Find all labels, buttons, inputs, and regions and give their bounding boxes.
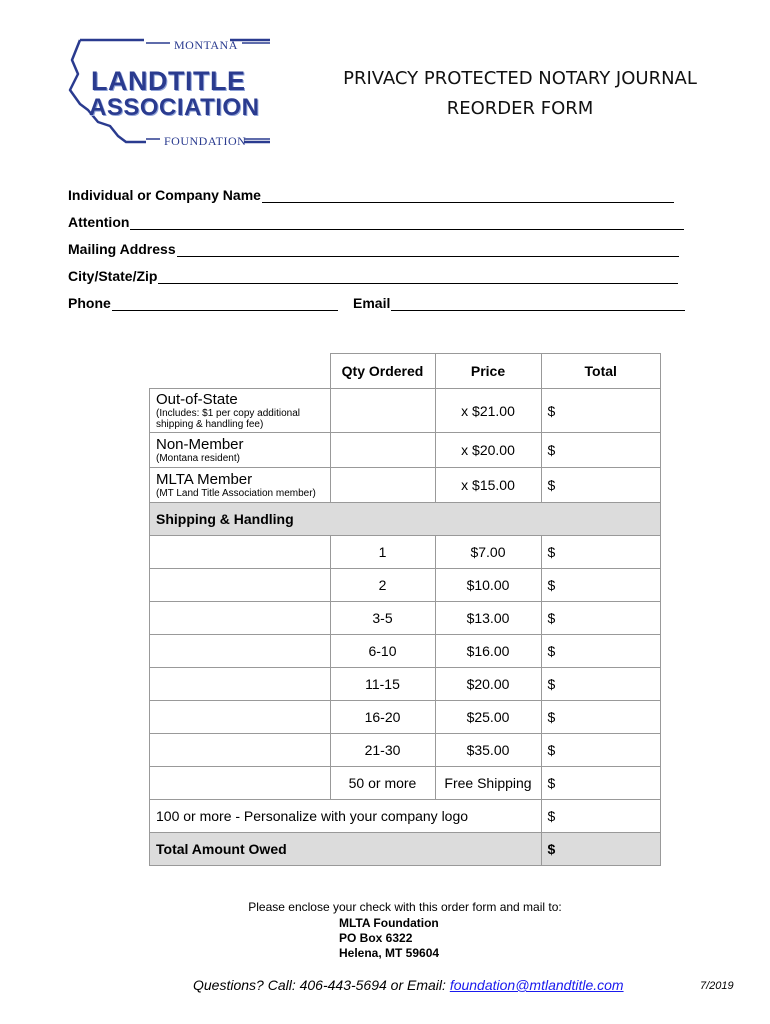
email-line[interactable] xyxy=(391,296,685,311)
shipping-header-row xyxy=(150,503,661,536)
qty-input[interactable] xyxy=(330,389,435,433)
phone-field[interactable] xyxy=(68,295,338,311)
product-row-mlta-member xyxy=(150,468,661,503)
shipping-blank xyxy=(150,734,331,767)
qty-input[interactable] xyxy=(330,468,435,503)
shipping-qty: 21-30 xyxy=(330,734,435,767)
shipping-blank xyxy=(150,536,331,569)
shipping-row xyxy=(150,767,661,800)
email-link[interactable]: foundation@mtlandtitle.com xyxy=(449,977,624,993)
shipping-row xyxy=(150,701,661,734)
shipping-qty: 16-20 xyxy=(330,701,435,734)
total-owed-label: Total Amount Owed xyxy=(150,833,542,866)
header-blank xyxy=(150,354,331,389)
mlta-foundation-logo xyxy=(66,30,276,160)
shipping-qty: 6-10 xyxy=(330,635,435,668)
logo-bottom-text: FOUNDATION xyxy=(164,134,247,148)
shipping-blank xyxy=(150,668,331,701)
form-date: 7/2019 xyxy=(700,980,734,992)
shipping-price: $20.00 xyxy=(435,668,541,701)
shipping-qty: 50 or more xyxy=(330,767,435,800)
header-qty: Qty Ordered xyxy=(330,354,435,389)
shipping-row xyxy=(150,569,661,602)
shipping-row xyxy=(150,536,661,569)
name-line[interactable] xyxy=(262,188,674,203)
price-cell: x $20.00 xyxy=(435,433,541,468)
mailing-label: Mailing Address xyxy=(68,241,176,257)
shipping-qty: 11-15 xyxy=(330,668,435,701)
product-label-cell xyxy=(150,468,331,503)
header-price: Price xyxy=(435,354,541,389)
phone-line[interactable] xyxy=(112,296,338,311)
mail-instructions: Please enclose your check with this order form and mail to: xyxy=(248,900,562,914)
product-sub: (Includes: $1 per copy additional shipping & handling fee) xyxy=(156,407,300,430)
city-state-zip-field[interactable] xyxy=(68,268,678,284)
shipping-total[interactable]: $ xyxy=(541,569,661,602)
total-owed-value[interactable]: $ xyxy=(541,833,661,866)
title-line2: REORDER FORM xyxy=(446,98,594,119)
title-line1: PRIVACY PROTECTED NOTARY JOURNAL xyxy=(343,68,697,89)
shipping-price: $25.00 xyxy=(435,701,541,734)
product-label-cell xyxy=(150,389,331,433)
total-cell[interactable]: $ xyxy=(541,389,661,433)
email-label: Email xyxy=(353,295,391,311)
attention-label: Attention xyxy=(68,214,130,230)
email-field[interactable] xyxy=(353,295,685,311)
address-line-3: Helena, MT 59604 xyxy=(339,946,440,960)
product-label: Non-Member xyxy=(156,435,244,453)
attention-line[interactable] xyxy=(130,215,684,230)
personalize-row xyxy=(150,800,661,833)
logo-line2: ASSOCIATION xyxy=(89,94,260,121)
form-title xyxy=(300,64,740,124)
order-table xyxy=(149,353,661,866)
shipping-total[interactable]: $ xyxy=(541,734,661,767)
shipping-blank xyxy=(150,602,331,635)
city-label: City/State/Zip xyxy=(68,268,158,284)
shipping-qty: 2 xyxy=(330,569,435,602)
shipping-row xyxy=(150,668,661,701)
personalize-label: 100 or more - Personalize with your company logo xyxy=(150,800,542,833)
questions-line xyxy=(193,977,624,993)
product-row-non-member xyxy=(150,433,661,468)
table-header-row xyxy=(150,354,661,389)
shipping-row xyxy=(150,635,661,668)
product-sub: (Montana resident) xyxy=(156,452,240,464)
shipping-price: $13.00 xyxy=(435,602,541,635)
product-label: Out-of-State xyxy=(156,390,238,408)
product-label: MLTA Member xyxy=(156,470,253,488)
logo-top-text: MONTANA xyxy=(174,38,238,52)
personalize-total[interactable]: $ xyxy=(541,800,661,833)
total-cell[interactable]: $ xyxy=(541,468,661,503)
shipping-total[interactable]: $ xyxy=(541,635,661,668)
address-line-1: MLTA Foundation xyxy=(339,916,439,930)
shipping-price: $7.00 xyxy=(435,536,541,569)
address-line-2: PO Box 6322 xyxy=(339,931,413,945)
shipping-blank xyxy=(150,569,331,602)
shipping-row xyxy=(150,602,661,635)
logo-line1: LANDTITLE xyxy=(91,66,246,96)
total-cell[interactable]: $ xyxy=(541,433,661,468)
mailing-address-block xyxy=(339,916,439,961)
total-owed-row xyxy=(150,833,661,866)
product-sub: (MT Land Title Association member) xyxy=(156,487,316,499)
shipping-blank xyxy=(150,635,331,668)
shipping-total[interactable]: $ xyxy=(541,536,661,569)
name-field[interactable] xyxy=(68,187,674,203)
shipping-qty: 1 xyxy=(330,536,435,569)
shipping-total[interactable]: $ xyxy=(541,602,661,635)
mailing-line[interactable] xyxy=(177,242,679,257)
phone-label: Phone xyxy=(68,295,111,311)
shipping-total[interactable]: $ xyxy=(541,701,661,734)
shipping-price: $16.00 xyxy=(435,635,541,668)
shipping-price: $10.00 xyxy=(435,569,541,602)
mailing-address-field[interactable] xyxy=(68,241,679,257)
qty-input[interactable] xyxy=(330,433,435,468)
city-line[interactable] xyxy=(158,269,678,284)
product-row-out-of-state xyxy=(150,389,661,433)
attention-field[interactable] xyxy=(68,214,684,230)
shipping-row xyxy=(150,734,661,767)
shipping-total[interactable]: $ xyxy=(541,668,661,701)
shipping-blank xyxy=(150,767,331,800)
shipping-blank xyxy=(150,701,331,734)
shipping-total[interactable]: $ xyxy=(541,767,661,800)
price-cell: x $21.00 xyxy=(435,389,541,433)
shipping-header: Shipping & Handling xyxy=(150,503,661,536)
shipping-price: Free Shipping xyxy=(435,767,541,800)
product-label-cell xyxy=(150,433,331,468)
questions-text: Questions? Call: 406-443-5694 or Email: xyxy=(193,977,450,993)
header-total: Total xyxy=(541,354,661,389)
name-label: Individual or Company Name xyxy=(68,187,261,203)
shipping-qty: 3-5 xyxy=(330,602,435,635)
shipping-price: $35.00 xyxy=(435,734,541,767)
price-cell: x $15.00 xyxy=(435,468,541,503)
